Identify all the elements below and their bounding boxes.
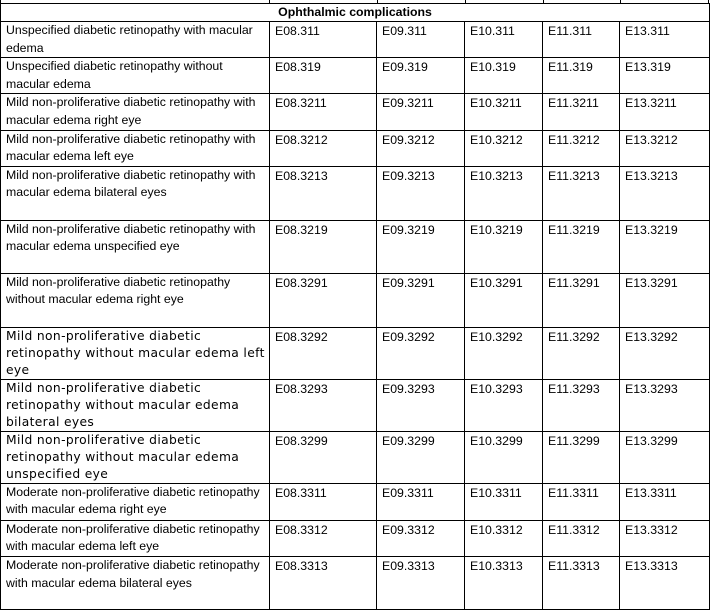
- icd-code-cell: E13.3219: [620, 220, 710, 273]
- icd-code-cell: E11.3212: [543, 130, 620, 166]
- table-row: [1, 22, 710, 58]
- table-row: [1, 556, 710, 609]
- complication-description: Mild non-proliferative diabetic retinopathy with macular edema unspecified eye: [1, 220, 270, 273]
- icd-code-cell: E11.3312: [543, 520, 620, 556]
- icd-code-cell: E11.3311: [543, 483, 620, 520]
- table-row: [1, 58, 710, 94]
- icd-code-cell: E08.3311: [270, 483, 377, 520]
- complication-description: Moderate non-proliferative diabetic retinopathy with macular edema right eye: [1, 483, 270, 520]
- icd-code-cell: E13.3293: [620, 379, 710, 431]
- icd-code-cell: E09.3311: [377, 483, 465, 520]
- ophthalmic-complications-table: [0, 3, 710, 610]
- icd-code-cell: E13.3292: [620, 327, 710, 379]
- icd-code-cell: E11.3293: [543, 379, 620, 431]
- icd-code-cell: E09.3299: [377, 431, 465, 483]
- table-row: [1, 327, 710, 379]
- icd-code-cell: E10.3299: [465, 431, 543, 483]
- icd-code-cell: E13.319: [620, 58, 710, 94]
- icd-code-cell: E13.3299: [620, 431, 710, 483]
- complication-description: Mild non-proliferative diabetic retinopathy without macular edema right eye: [1, 273, 270, 327]
- icd-code-cell: E10.3311: [465, 483, 543, 520]
- icd-code-cell: E09.3291: [377, 273, 465, 327]
- icd-code-cell: E08.3313: [270, 556, 377, 609]
- icd-code-cell: E11.3291: [543, 273, 620, 327]
- icd-code-cell: E09.3213: [377, 166, 465, 220]
- icd-code-cell: E11.3219: [543, 220, 620, 273]
- complication-description: Moderate non-proliferative diabetic retinopathy with macular edema bilateral eyes: [1, 556, 270, 609]
- table-row: [1, 220, 710, 273]
- complication-description: Mild non-proliferative diabetic retinopathy without macular edema bilateral eyes: [1, 379, 270, 431]
- icd-code-cell: E08.3293: [270, 379, 377, 431]
- icd-code-cell: E09.3293: [377, 379, 465, 431]
- complication-description: Mild non-proliferative diabetic retinopathy with macular edema bilateral eyes: [1, 166, 270, 220]
- table-row: [1, 379, 710, 431]
- complication-description: Mild non-proliferative diabetic retinopathy with macular edema right eye: [1, 94, 270, 130]
- icd-code-cell: E13.311: [620, 22, 710, 58]
- section-header: Ophthalmic complications: [1, 4, 710, 22]
- table-row: [1, 130, 710, 166]
- icd-code-cell: E08.319: [270, 58, 377, 94]
- header-row: [1, 4, 710, 22]
- table-row: [1, 431, 710, 483]
- icd-code-cell: E10.3292: [465, 327, 543, 379]
- icd-code-cell: E10.3291: [465, 273, 543, 327]
- icd-code-cell: E13.3311: [620, 483, 710, 520]
- table-row: [1, 520, 710, 556]
- complication-description: Mild non-proliferative diabetic retinopathy without macular edema left eye: [1, 327, 270, 379]
- complication-description: Mild non-proliferative diabetic retinopathy with macular edema left eye: [1, 130, 270, 166]
- icd-code-cell: E08.3292: [270, 327, 377, 379]
- icd-code-cell: E08.3299: [270, 431, 377, 483]
- icd-code-cell: E10.3293: [465, 379, 543, 431]
- icd-code-cell: E09.3212: [377, 130, 465, 166]
- icd-code-cell: E09.3312: [377, 520, 465, 556]
- icd-code-cell: E09.319: [377, 58, 465, 94]
- icd-code-cell: E11.3313: [543, 556, 620, 609]
- icd-code-cell: E10.3312: [465, 520, 543, 556]
- icd-code-cell: E08.3212: [270, 130, 377, 166]
- table-row: [1, 483, 710, 520]
- icd-code-cell: E10.3313: [465, 556, 543, 609]
- complication-description: Unspecified diabetic retinopathy without macular edema: [1, 58, 270, 94]
- icd-code-cell: E08.3291: [270, 273, 377, 327]
- icd-code-cell: E13.3291: [620, 273, 710, 327]
- icd-code-cell: E08.311: [270, 22, 377, 58]
- complication-description: Moderate non-proliferative diabetic retinopathy with macular edema left eye: [1, 520, 270, 556]
- icd-code-cell: E08.3312: [270, 520, 377, 556]
- icd-code-cell: E09.3292: [377, 327, 465, 379]
- icd-code-cell: E08.3213: [270, 166, 377, 220]
- icd-code-cell: E08.3219: [270, 220, 377, 273]
- icd-code-cell: E08.3211: [270, 94, 377, 130]
- icd-code-cell: E11.319: [543, 58, 620, 94]
- icd-code-cell: E11.311: [543, 22, 620, 58]
- icd-code-cell: E13.3312: [620, 520, 710, 556]
- table-row: [1, 166, 710, 220]
- complication-description: Mild non-proliferative diabetic retinopathy without macular edema unspecified eye: [1, 431, 270, 483]
- icd-code-cell: E11.3211: [543, 94, 620, 130]
- icd-code-cell: E10.3219: [465, 220, 543, 273]
- icd-code-cell: E09.3211: [377, 94, 465, 130]
- icd-code-cell: E11.3299: [543, 431, 620, 483]
- icd-code-cell: E09.3219: [377, 220, 465, 273]
- icd-code-cell: E10.3211: [465, 94, 543, 130]
- icd-code-cell: E10.319: [465, 58, 543, 94]
- icd-code-cell: E09.311: [377, 22, 465, 58]
- table-row: [1, 273, 710, 327]
- icd-code-cell: E10.3213: [465, 166, 543, 220]
- icd-code-cell: E13.3313: [620, 556, 710, 609]
- icd-code-cell: E11.3213: [543, 166, 620, 220]
- icd-code-cell: E10.3212: [465, 130, 543, 166]
- icd-code-cell: E09.3313: [377, 556, 465, 609]
- icd-code-cell: E13.3213: [620, 166, 710, 220]
- table-row: [1, 94, 710, 130]
- complication-description: Unspecified diabetic retinopathy with macular edema: [1, 22, 270, 58]
- icd-code-cell: E13.3211: [620, 94, 710, 130]
- icd-code-cell: E10.311: [465, 22, 543, 58]
- icd-code-cell: E11.3292: [543, 327, 620, 379]
- icd-code-cell: E13.3212: [620, 130, 710, 166]
